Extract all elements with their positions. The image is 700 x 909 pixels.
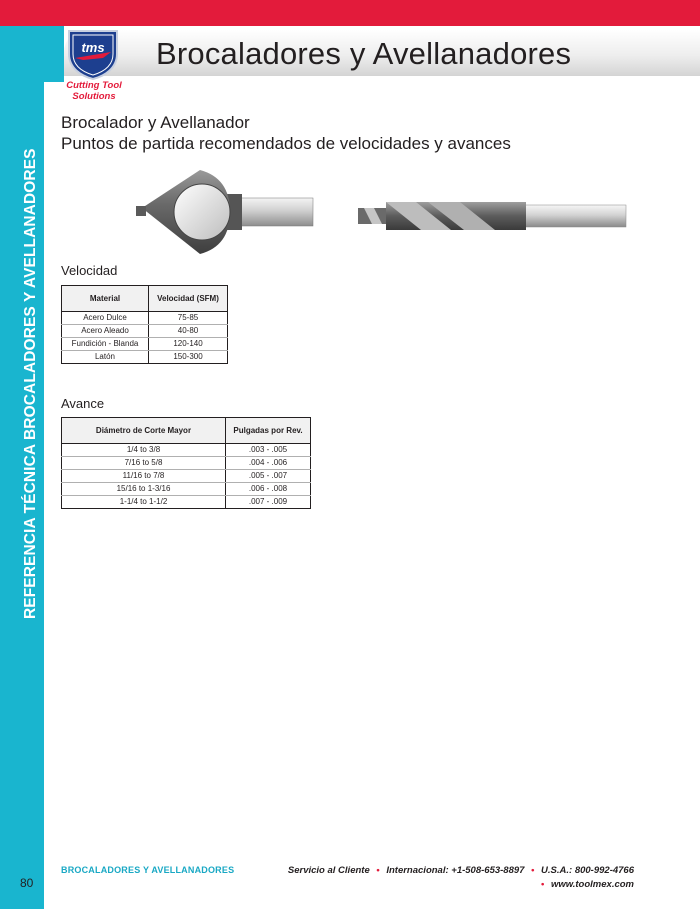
cell-material: Acero Aleado	[62, 325, 149, 338]
table-header-row	[62, 418, 311, 444]
logo-text: tms	[81, 40, 105, 55]
cell-diametro: 7/16 to 5/8	[62, 457, 226, 470]
avance-table	[61, 417, 311, 509]
cell-velocidad: 120-140	[149, 338, 228, 351]
table-row	[62, 483, 311, 496]
countersink-tool-image	[130, 168, 320, 258]
logo-caption	[58, 80, 130, 102]
page-number: 80	[20, 876, 34, 890]
sidebar-vertical-label: REFERENCIA TÉCNICA BROCALADORES Y AVELLANADORES	[22, 148, 39, 619]
footer-international-phone[interactable]: Internacional: +1-508-653-8897	[386, 865, 525, 876]
column-header-material: Material	[62, 286, 149, 312]
intro-line1: Brocalador y Avellanador	[61, 113, 250, 132]
sidebar-corner	[44, 26, 64, 82]
footer-contact	[288, 864, 634, 892]
intro-line2: Puntos de partida recomendados de velocidades y avances	[61, 134, 511, 153]
logo-caption-line2: Solutions	[72, 91, 116, 102]
avance-heading: Avance	[61, 396, 105, 411]
cell-diametro: 1-1/4 to 1-1/2	[62, 496, 226, 509]
cell-diametro: 11/16 to 7/8	[62, 470, 226, 483]
cell-velocidad: 150-300	[149, 351, 228, 364]
footer-website-link[interactable]: www.toolmex.com	[550, 879, 634, 890]
counterbore-tool-image	[356, 195, 628, 235]
cell-velocidad: 40-80	[149, 325, 228, 338]
table-row	[62, 351, 228, 364]
column-header-pulgadas: Pulgadas por Rev.	[226, 418, 311, 444]
cell-velocidad: 75-85	[149, 312, 228, 325]
table-row	[62, 444, 311, 457]
cell-pulgadas: .006 - .008	[226, 483, 311, 496]
table-header-row	[62, 286, 228, 312]
footer-section-title: BROCALADORES Y AVELLANADORES	[61, 865, 235, 875]
cell-diametro: 15/16 to 1-3/16	[62, 483, 226, 496]
cell-pulgadas: .004 - .006	[226, 457, 311, 470]
tms-logo-icon	[63, 28, 123, 80]
table-row	[62, 470, 311, 483]
bullet-icon: •	[376, 865, 380, 876]
cell-pulgadas: .007 - .009	[226, 496, 311, 509]
bullet-icon: •	[531, 865, 535, 876]
table-row	[62, 312, 228, 325]
logo-caption-line1: Cutting Tool	[66, 80, 122, 91]
cell-material: Acero Dulce	[62, 312, 149, 325]
cell-pulgadas: .003 - .005	[226, 444, 311, 457]
table-row	[62, 496, 311, 509]
table-row	[62, 457, 311, 470]
table-row	[62, 325, 228, 338]
footer-usa-phone[interactable]: U.S.A.: 800-992-4766	[541, 865, 634, 876]
intro-heading	[61, 112, 511, 154]
cell-diametro: 1/4 to 3/8	[62, 444, 226, 457]
page-title: Brocaladores y Avellanadores	[156, 36, 572, 71]
table-row	[62, 338, 228, 351]
cell-material: Fundición - Blanda	[62, 338, 149, 351]
bullet-icon: •	[540, 879, 545, 890]
velocidad-table	[61, 285, 228, 364]
column-header-velocidad: Velocidad (SFM)	[149, 286, 228, 312]
cell-pulgadas: .005 - .007	[226, 470, 311, 483]
cell-material: Latón	[62, 351, 149, 364]
top-red-bar	[0, 0, 700, 26]
column-header-diametro: Diámetro de Corte Mayor	[62, 418, 226, 444]
velocidad-heading: Velocidad	[61, 263, 118, 278]
footer-service: Servicio al Cliente	[287, 865, 370, 876]
